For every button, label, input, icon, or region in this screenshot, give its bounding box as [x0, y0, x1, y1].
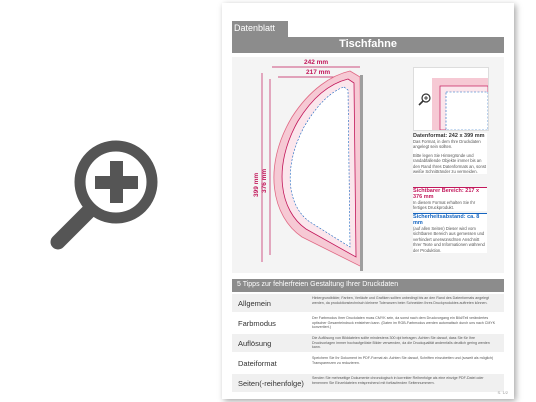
zoom-in-icon-graphic [42, 128, 170, 256]
dim-outer-height: 399 mm [253, 172, 260, 197]
format-text: Das Format, in dem Ihre Druckdaten angelegt sein sollten. [413, 139, 481, 150]
tip-key: Seiten(-reihenfolge) [238, 379, 304, 388]
header-tab-label: Datenblatt [234, 23, 276, 33]
tip-text: Senden Sie mehrseitige Dokumente chronologisch in korrekter Reihenfolge als eine einzige PDF-Datei oder benennen Sie Einzeldateien entsprechend mit fortlaufenden Seitennummern. [312, 376, 484, 385]
tip-text: Speichern Sie Ihr Dokument im PDF-Format ab. Achten Sie darauf, Schriften einzubetten und (soweit als möglich) Transparenzen zu reduzieren. [312, 356, 494, 365]
datasheet-page [222, 3, 514, 399]
page-title: Tischfahne [339, 38, 397, 50]
safety-text: (auf allen Seiten) Dieser wird vom sichtbaren Bereich aus gemessen und verhindert unerwünschten Anschnitt Ihrer Texte und Informationen während der Produktion. [413, 226, 485, 253]
tip-text: Die Auflösung von Bilddateien sollte mindestens 300 dpi betragen. Achten Sie darauf, dass Sie für Ihre Druckvorlagen immer hochaufgelöste Bilder verwenden, da die Druckqualität andernfalls deutlich gering werden kann. [312, 336, 490, 349]
dim-inner-width: 217 mm [306, 69, 331, 76]
dim-inner-height: 376 mm [261, 168, 268, 193]
table-row [232, 294, 504, 312]
corner-detail [413, 67, 489, 131]
page-number: S. 1/2 [497, 390, 508, 395]
zoom-in-icon[interactable] [42, 128, 170, 256]
visible-box [413, 187, 487, 211]
tip-text: Der Farbmodus Ihrer Druckdaten muss CMYK sein, da sonst nach dem Druckvorgang ein Bild/Teil verändertes optischer Gesamteindruck entstehen kann. (Daten im RGB-Farbmodus werden automatisch durch uns nach CMYK konvertiert.) [312, 316, 496, 329]
dim-outer-width: 242 mm [304, 59, 329, 66]
tip-key: Allgemein [238, 299, 271, 308]
tip-key: Auflösung [238, 339, 272, 348]
format-box [413, 133, 487, 174]
table-row [232, 374, 504, 392]
tip-text: Hintergrundbilder, Farben, Verläufe und Grafiken sollten unbedingt bis an den Rand des Datenformats angelegt werden, da produktionstechnisch kleinere Toleranzen beim Schneiden Ihres Druckproduktes auftreten können. [312, 296, 490, 305]
visible-title: Sichtbarer Bereich: 217 x 376 mm [413, 188, 480, 200]
format-text2: Bitte legen Sie Hintergründe und randabfallende Objekte immer bis an den Rand Ihres Datenformats an, sonst weiße Schnittränder zu vermeiden. [413, 152, 487, 175]
format-title: Datenformat: 242 x 399 mm [413, 133, 485, 139]
tips-title: 5 Tipps zur fehlerfreien Gestaltung Ihrer Druckdaten [237, 281, 399, 288]
table-row [232, 314, 504, 332]
tip-key: Farbmodus [238, 319, 276, 328]
table-row [232, 334, 504, 352]
sheet-header [222, 3, 514, 33]
corner-detail-graphic [414, 68, 488, 130]
safety-box [413, 213, 487, 253]
flag-watermark: Tischfahne [316, 115, 350, 122]
safety-title: Sicherheitsabstand: ca. 8 mm [413, 214, 480, 226]
visible-text: In diesem Format erhalten Sie Ihr fertiges Druckprodukt. [413, 200, 476, 211]
tip-key: Dateiformat [238, 359, 277, 368]
tips-header [232, 279, 504, 292]
title-bar [232, 37, 504, 53]
table-row [232, 354, 504, 372]
